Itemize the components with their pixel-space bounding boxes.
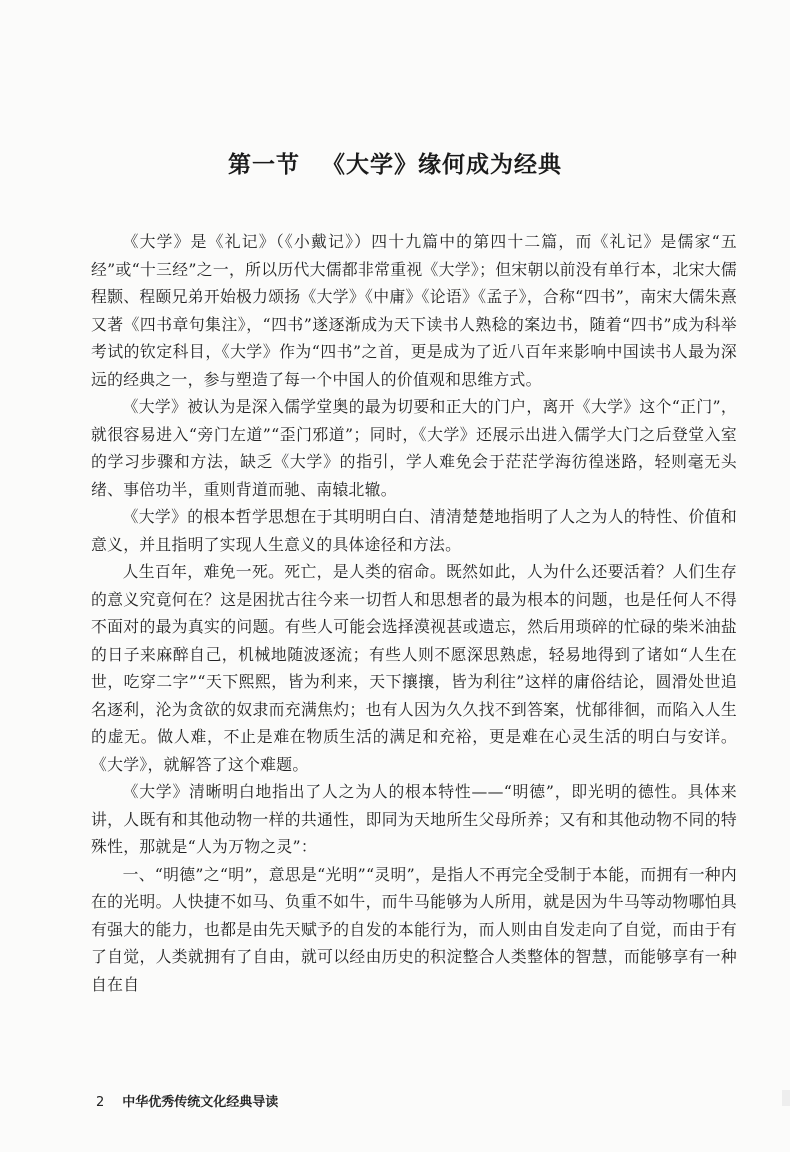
section-number: 第一节: [228, 152, 300, 178]
page-edge-mark: [782, 1090, 790, 1106]
page-number: 2: [96, 1095, 105, 1110]
page-title: [0, 146, 790, 179]
page-footer: [96, 1091, 278, 1110]
paragraph: 《大学》的根本哲学思想在于其明明白白、清清楚楚地指明了人之为人的特性、价值和意义，并且指明了实现人生意义的具体途径和方法。: [91, 507, 737, 554]
paragraph: 人生百年，难免一死。死亡，是人类的宿命。既然如此，人为什么还要活着？人们生存的意义究竟何在？这是困扰古往今来一切哲人和思想者的最为根本的问题，也是任何人不得不面对的最为真实的问题。有些人可能会选择漠视甚或遗忘，然后用琐碎的忙碌的柴米油盐的日子来麻醉自己，机械地随波逐流；有些人则不愿深思熟虑，轻易地得到了诸如“人生在世，吃穿二字”“天下熙熙，皆为利来，天下攘攘，皆为利往”这样的庸俗结论，圆滑处世追名逐利，沦为贪欲的奴隶而充满焦灼；也有人因为久久找不到答案，忧郁徘徊，而陷入人生的虚无。做人难，不止是难在物质生活的满足和充裕，更是难在心灵生活的明白与安详。《大学》，就解答了这个难题。: [91, 562, 737, 774]
paragraph: 一、“明德”之“明”，意思是“光明”“灵明”，是指人不再完全受制于本能，而拥有一种内在的光明。人快捷不如马、负重不如牛，而牛马能够为人所用，就是因为牛马等动物哪怕具有强大的能力，也都是由先天赋予的自发的本能行为，而人则由自发走向了自觉，而由于有了自觉，人类就拥有了自由，就可以经由历史的积淀整合人类整体的智慧，而能够享有一种自在自: [91, 864, 737, 994]
paragraph: 《大学》是《礼记》（《小戴记》）四十九篇中的第四十二篇，而《礼记》是儒家“五经”或“十三经”之一，所以历代大儒都非常重视《大学》；但宋朝以前没有单行本，北宋大儒程颢、程颐兄弟开始极力颂扬《大学》《中庸》《论语》《孟子》，合称“四书”，南宋大儒朱熹又著《四书章句集注》，“四书”遂逐渐成为天下读书人熟稔的案边书，随着“四书”成为科举考试的钦定科目，《大学》作为“四书”之首，更是成为了近八百年来影响中国读书人最为深远的经典之一，参与塑造了每一个中国人的价值观和思维方式。: [91, 232, 737, 389]
paragraph: 《大学》清晰明白地指出了人之为人的根本特性——“明德”，即光明的德性。具体来讲，人既有和其他动物一样的共通性，即同为天地所生父母所养；又有和其他动物不同的特殊性，那就是“人为万物之灵”：: [91, 782, 737, 856]
body-text: [91, 228, 737, 998]
section-heading: 《大学》缘何成为经典: [322, 152, 562, 178]
paragraph: 《大学》被认为是深入儒学堂奥的最为切要和正大的门户，离开《大学》这个“正门”，就很容易进入“旁门左道”“歪门邪道”；同时，《大学》还展示出进入儒学大门之后登堂入室的学习步骤和方法，缺乏《大学》的指引，学人难免会于茫茫学海彷徨迷路，轻则毫无头绪、事倍功半，重则背道而驰、南辕北辙。: [91, 397, 737, 499]
book-title: 中华优秀传统文化经典导读: [122, 1095, 279, 1110]
